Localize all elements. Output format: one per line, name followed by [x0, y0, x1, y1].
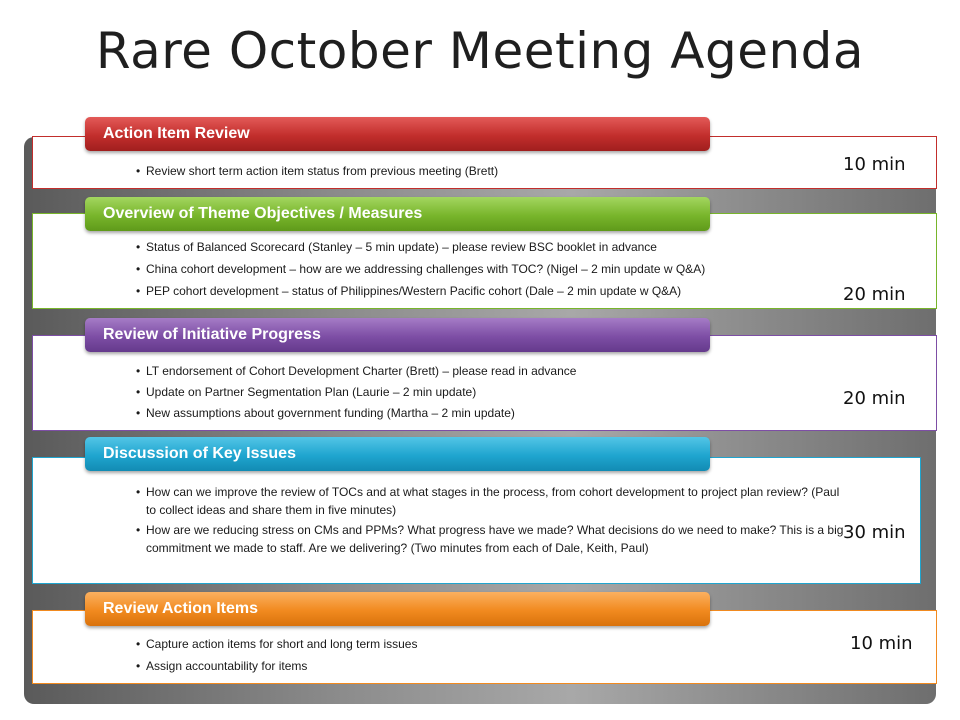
- page-title: Rare October Meeting Agenda: [95, 22, 865, 80]
- list-item: • How can we improve the review of TOCs and at what stages in the process, from cohort development to project plan review? (Paul to collect ideas and share them in five minutes): [146, 483, 850, 519]
- list-item: • Assign accountability for items: [146, 657, 936, 675]
- list-item: • China cohort development – how are we addressing challenges with TOC? (Nigel – 2 min update w Q&A): [146, 260, 936, 278]
- section-header-initiative-progress: Review of Initiative Progress: [85, 318, 710, 352]
- section-header-action-item-review: Action Item Review: [85, 117, 710, 151]
- section-time-key-issues: 30 min: [843, 522, 906, 543]
- section-header-theme-objectives: Overview of Theme Objectives / Measures: [85, 197, 710, 231]
- list-item: • New assumptions about government funding (Martha – 2 min update): [146, 404, 936, 422]
- list-item: • PEP cohort development – status of Philippines/Western Pacific cohort (Dale – 2 min update w Q&A): [146, 282, 936, 300]
- section-time-initiative-progress: 20 min: [843, 388, 906, 409]
- section-time-theme-objectives: 20 min: [843, 284, 906, 305]
- list-item: • Status of Balanced Scorecard (Stanley – 5 min update) – please review BSC booklet in advance: [146, 238, 936, 256]
- list-item: • LT endorsement of Cohort Development Charter (Brett) – please read in advance: [146, 362, 936, 380]
- section-time-action-item-review: 10 min: [843, 154, 906, 175]
- section-header-key-issues: Discussion of Key Issues: [85, 437, 710, 471]
- section-time-review-action-items: 10 min: [850, 633, 913, 654]
- section-box-key-issues: [32, 457, 921, 584]
- list-item: • Capture action items for short and long term issues: [146, 635, 936, 653]
- list-item: • Review short term action item status from previous meeting (Brett): [146, 162, 936, 180]
- list-item: • How are we reducing stress on CMs and PPMs? What progress have we made? What decisions do we need to make? This is a big commitment we made to staff. Are we delivering? (Two minutes from each of Dale, Keith, Paul): [146, 521, 850, 557]
- section-header-review-action-items: Review Action Items: [85, 592, 710, 626]
- list-item: • Update on Partner Segmentation Plan (Laurie – 2 min update): [146, 383, 936, 401]
